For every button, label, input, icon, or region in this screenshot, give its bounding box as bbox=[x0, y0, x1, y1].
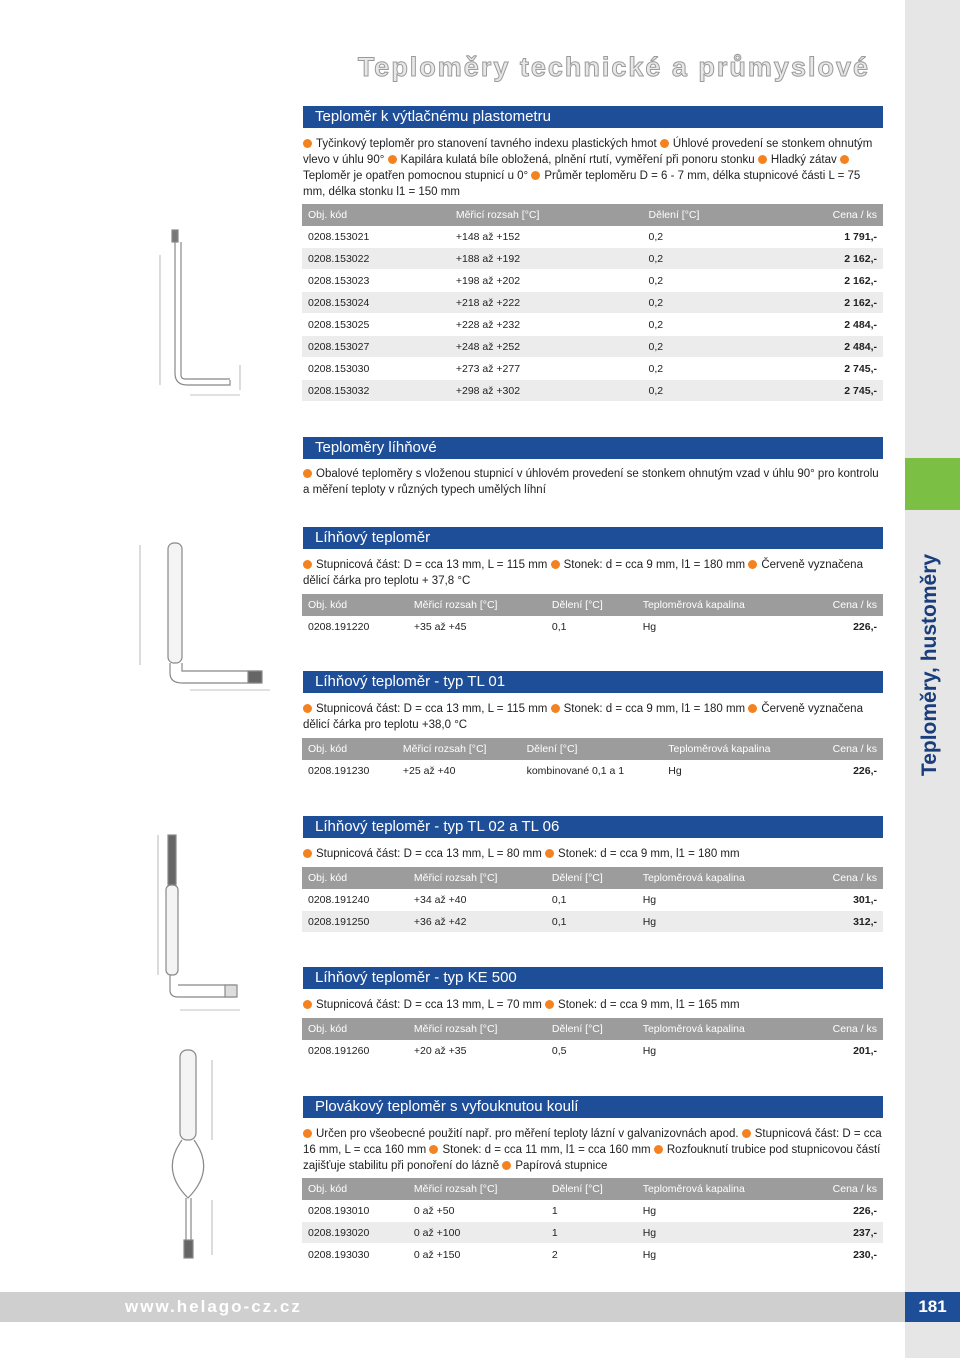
table-cell: 0,2 bbox=[643, 226, 770, 248]
col-header: Měřicí rozsah [°C] bbox=[408, 867, 546, 889]
table-cell: kombinované 0,1 a 1 bbox=[521, 760, 663, 782]
col-header: Obj. kód bbox=[302, 738, 397, 760]
bullet-icon bbox=[654, 1145, 663, 1154]
bullet-icon bbox=[429, 1145, 438, 1154]
bullet-icon bbox=[303, 469, 312, 478]
col-header: Dělení [°C] bbox=[546, 594, 637, 616]
table-lihnovy bbox=[302, 594, 883, 638]
table-row bbox=[302, 226, 883, 248]
table-cell: 1 bbox=[546, 1222, 637, 1244]
table-cell: 0208.153021 bbox=[302, 226, 450, 248]
section-desc-tl02: Stupnicová část: D = cca 13 mm, L = 80 mm Stonek: d = cca 9 mm, l1 = 180 mm bbox=[303, 846, 883, 862]
price-cell: 2 484,- bbox=[769, 336, 883, 358]
price-cell: 226,- bbox=[802, 1200, 883, 1222]
table-cell: +25 až +40 bbox=[397, 760, 521, 782]
bullet-icon bbox=[551, 560, 560, 569]
table-cell: 0208.191220 bbox=[302, 616, 408, 638]
col-header: Měřicí rozsah [°C] bbox=[397, 738, 521, 760]
price-cell: 226,- bbox=[810, 760, 883, 782]
section-title-ke500: Líhňový teploměr - typ KE 500 bbox=[303, 967, 883, 989]
col-header: Dělení [°C] bbox=[546, 1018, 637, 1040]
bullet-icon bbox=[840, 155, 849, 164]
col-header: Obj. kód bbox=[302, 867, 408, 889]
table-cell: Hg bbox=[637, 616, 802, 638]
table-cell: 2 bbox=[546, 1244, 637, 1266]
table-cell: 0208.153032 bbox=[302, 380, 450, 402]
page-number: 181 bbox=[905, 1292, 960, 1322]
bullet-icon bbox=[388, 155, 397, 164]
bullet-icon bbox=[531, 171, 540, 180]
col-header: Cena / ks bbox=[802, 867, 883, 889]
table-plovakovy bbox=[302, 1178, 883, 1266]
table-tl01 bbox=[302, 738, 883, 782]
col-header: Teploměrová kapalina bbox=[637, 1178, 802, 1200]
section-title-plastometr: Teploměr k výtlačnému plastometru bbox=[303, 106, 883, 128]
section-title-lihnove: Teploměry líhňové bbox=[303, 437, 883, 459]
table-cell: +273 až +277 bbox=[450, 358, 643, 380]
drawing-plastometr bbox=[150, 225, 260, 405]
table-cell: Hg bbox=[637, 1040, 802, 1062]
table-row bbox=[302, 380, 883, 402]
col-header: Cena / ks bbox=[769, 204, 883, 226]
price-cell: 312,- bbox=[802, 911, 883, 933]
bullet-icon bbox=[748, 560, 757, 569]
section-title-plovakovy: Plovákový teploměr s vyfouknutou koulí bbox=[303, 1096, 883, 1118]
table-cell: 0208.193020 bbox=[302, 1222, 408, 1244]
table-cell: 0,1 bbox=[546, 889, 637, 911]
table-cell: +34 až +40 bbox=[408, 889, 546, 911]
table-cell: +35 až +45 bbox=[408, 616, 546, 638]
bullet-icon bbox=[303, 1129, 312, 1138]
section-title-tl02: Líhňový teploměr - typ TL 02 a TL 06 bbox=[303, 816, 883, 838]
table-cell: Hg bbox=[662, 760, 810, 782]
col-header: Cena / ks bbox=[802, 594, 883, 616]
table-cell: 0,2 bbox=[643, 248, 770, 270]
price-cell: 2 484,- bbox=[769, 314, 883, 336]
table-cell: 0208.153022 bbox=[302, 248, 450, 270]
col-header: Dělení [°C] bbox=[643, 204, 770, 226]
col-header: Měřicí rozsah [°C] bbox=[450, 204, 643, 226]
col-header: Cena / ks bbox=[802, 1178, 883, 1200]
col-header: Teploměrová kapalina bbox=[662, 738, 810, 760]
table-cell: 0208.191250 bbox=[302, 911, 408, 933]
table-row bbox=[302, 358, 883, 380]
bullet-icon bbox=[303, 1000, 312, 1009]
bullet-icon bbox=[303, 139, 312, 148]
bullet-icon bbox=[551, 704, 560, 713]
table-row bbox=[302, 336, 883, 358]
section-desc-ke500: Stupnicová část: D = cca 13 mm, L = 70 mm Stonek: d = cca 9 mm, l1 = 165 mm bbox=[303, 997, 883, 1013]
bullet-icon bbox=[660, 139, 669, 148]
table-cell: 0,2 bbox=[643, 358, 770, 380]
table-cell: 0208.153030 bbox=[302, 358, 450, 380]
price-cell: 2 162,- bbox=[769, 248, 883, 270]
table-cell: 0208.153025 bbox=[302, 314, 450, 336]
bullet-icon bbox=[303, 849, 312, 858]
table-ke500 bbox=[302, 1018, 883, 1062]
table-cell: 0208.153027 bbox=[302, 336, 450, 358]
sidebar-label: Teploměry, hustoměry bbox=[918, 553, 941, 777]
col-header: Teploměrová kapalina bbox=[637, 1018, 802, 1040]
sidebar bbox=[905, 0, 960, 1358]
table-cell: +148 až +152 bbox=[450, 226, 643, 248]
table-cell: 0,2 bbox=[643, 270, 770, 292]
table-row bbox=[302, 616, 883, 638]
drawing-tl02 bbox=[150, 825, 260, 1025]
col-header: Cena / ks bbox=[802, 1018, 883, 1040]
bullet-icon bbox=[303, 560, 312, 569]
footer-url[interactable]: www.helago-cz.cz bbox=[125, 1297, 302, 1316]
bullet-icon bbox=[545, 1000, 554, 1009]
col-header: Obj. kód bbox=[302, 594, 408, 616]
table-row bbox=[302, 1040, 883, 1062]
table-cell: Hg bbox=[637, 911, 802, 933]
table-cell: 0,5 bbox=[546, 1040, 637, 1062]
col-header: Teploměrová kapalina bbox=[637, 867, 802, 889]
table-cell: 0,1 bbox=[546, 616, 637, 638]
table-cell: 0208.193010 bbox=[302, 1200, 408, 1222]
table-tl02 bbox=[302, 867, 883, 933]
price-cell: 230,- bbox=[802, 1244, 883, 1266]
price-cell: 2 162,- bbox=[769, 270, 883, 292]
table-cell: +198 až +202 bbox=[450, 270, 643, 292]
table-cell: 0208.153023 bbox=[302, 270, 450, 292]
table-row bbox=[302, 889, 883, 911]
table-cell: 1 bbox=[546, 1200, 637, 1222]
table-cell: 0,2 bbox=[643, 314, 770, 336]
section-title-tl01: Líhňový teploměr - typ TL 01 bbox=[303, 671, 883, 693]
table-cell: +228 až +232 bbox=[450, 314, 643, 336]
table-cell: 0208.193030 bbox=[302, 1244, 408, 1266]
bullet-icon bbox=[502, 1161, 511, 1170]
col-header: Obj. kód bbox=[302, 1178, 408, 1200]
price-cell: 301,- bbox=[802, 889, 883, 911]
table-row bbox=[302, 1244, 883, 1266]
table-cell: 0,1 bbox=[546, 911, 637, 933]
table-cell: 0 až +150 bbox=[408, 1244, 546, 1266]
bullet-icon bbox=[742, 1129, 751, 1138]
table-cell: 0,2 bbox=[643, 336, 770, 358]
table-cell: +36 až +42 bbox=[408, 911, 546, 933]
col-header: Dělení [°C] bbox=[546, 1178, 637, 1200]
table-row bbox=[302, 760, 883, 782]
col-header: Dělení [°C] bbox=[521, 738, 663, 760]
col-header: Cena / ks bbox=[810, 738, 883, 760]
col-header: Obj. kód bbox=[302, 204, 450, 226]
table-cell: 0 až +50 bbox=[408, 1200, 546, 1222]
section-desc-tl01: Stupnicová část: D = cca 13 mm, L = 115 mm Stonek: d = cca 9 mm, l1 = 180 mm Červeně vyznačena dělicí čárka pro teplotu +38,0 °C bbox=[303, 703, 863, 731]
section-desc-plovakovy: Určen pro všeobecné použití např. pro měření teploty lázní v galvanizovnách apod. Stupnicová část: D = cca 16 mm, L = cca 160 mm Stonek: d = cca 11 mm, l1 = cca 160 mm Rozfouknutí trubice pod stupnicovou částí zajišťuje stabilitu při ponoření do lázně Papírová stupnice bbox=[303, 1128, 882, 1172]
table-cell: 0208.153024 bbox=[302, 292, 450, 314]
table-cell: 0,2 bbox=[643, 292, 770, 314]
drawing-lihnovy bbox=[130, 535, 280, 695]
table-cell: 0,2 bbox=[643, 380, 770, 402]
col-header: Měřicí rozsah [°C] bbox=[408, 1018, 546, 1040]
bullet-icon bbox=[545, 849, 554, 858]
table-cell: +20 až +35 bbox=[408, 1040, 546, 1062]
table-cell: 0208.191230 bbox=[302, 760, 397, 782]
col-header: Teploměrová kapalina bbox=[637, 594, 802, 616]
table-cell: +218 až +222 bbox=[450, 292, 643, 314]
table-row bbox=[302, 270, 883, 292]
section-desc-lihnovy: Stupnicová část: D = cca 13 mm, L = 115 mm Stonek: d = cca 9 mm, l1 = 180 mm Červeně vyznačena dělicí čárka pro teplotu + 37,8 °C bbox=[303, 559, 863, 587]
page-title: Teploměry technické a průmyslové bbox=[357, 52, 870, 82]
table-row bbox=[302, 911, 883, 933]
table-cell: 0208.191260 bbox=[302, 1040, 408, 1062]
price-cell: 201,- bbox=[802, 1040, 883, 1062]
table-plastometr bbox=[302, 204, 883, 402]
table-cell: +248 až +252 bbox=[450, 336, 643, 358]
col-header: Měřicí rozsah [°C] bbox=[408, 594, 546, 616]
price-cell: 2 745,- bbox=[769, 380, 883, 402]
section-desc-lihnove: Obalové teploměry s vloženou stupnicí v úhlovém provedení se stonkem ohnutým vzad v úhlu 90° pro kontrolu a měření teploty v různých typech umělých líhní bbox=[303, 468, 879, 496]
table-cell: Hg bbox=[637, 1244, 802, 1266]
price-cell: 2 162,- bbox=[769, 292, 883, 314]
col-header: Měřicí rozsah [°C] bbox=[408, 1178, 546, 1200]
table-row bbox=[302, 314, 883, 336]
table-cell: +188 až +192 bbox=[450, 248, 643, 270]
bullet-icon bbox=[758, 155, 767, 164]
table-cell: +298 až +302 bbox=[450, 380, 643, 402]
section-desc-plastometr: Tyčinkový teploměr pro stanovení tavného indexu plastických hmot Úhlové provedení se stonkem ohnutým vlevo v úhlu 90° Kapilára kulatá bíle obložená, plnění rtutí, vyměření při ponoru stonku Hladký zátav Teploměr je opatřen pomocnou stupnicí u 0° Průměr teploměru D = 6 - 7 mm, délka stupnicové části L = 75 mm, délka stonku l1 = 150 mm bbox=[303, 138, 873, 198]
section-title-lihnovy: Líhňový teploměr bbox=[303, 527, 883, 549]
table-row bbox=[302, 248, 883, 270]
drawing-plovakovy bbox=[150, 1040, 240, 1270]
table-row bbox=[302, 1222, 883, 1244]
table-cell: Hg bbox=[637, 889, 802, 911]
table-cell: Hg bbox=[637, 1200, 802, 1222]
table-row bbox=[302, 292, 883, 314]
col-header: Obj. kód bbox=[302, 1018, 408, 1040]
table-cell: Hg bbox=[637, 1222, 802, 1244]
col-header: Dělení [°C] bbox=[546, 867, 637, 889]
price-cell: 1 791,- bbox=[769, 226, 883, 248]
price-cell: 2 745,- bbox=[769, 358, 883, 380]
table-row bbox=[302, 1200, 883, 1222]
price-cell: 226,- bbox=[802, 616, 883, 638]
table-cell: 0208.191240 bbox=[302, 889, 408, 911]
bullet-icon bbox=[303, 704, 312, 713]
table-cell: 0 až +100 bbox=[408, 1222, 546, 1244]
bullet-icon bbox=[748, 704, 757, 713]
price-cell: 237,- bbox=[802, 1222, 883, 1244]
